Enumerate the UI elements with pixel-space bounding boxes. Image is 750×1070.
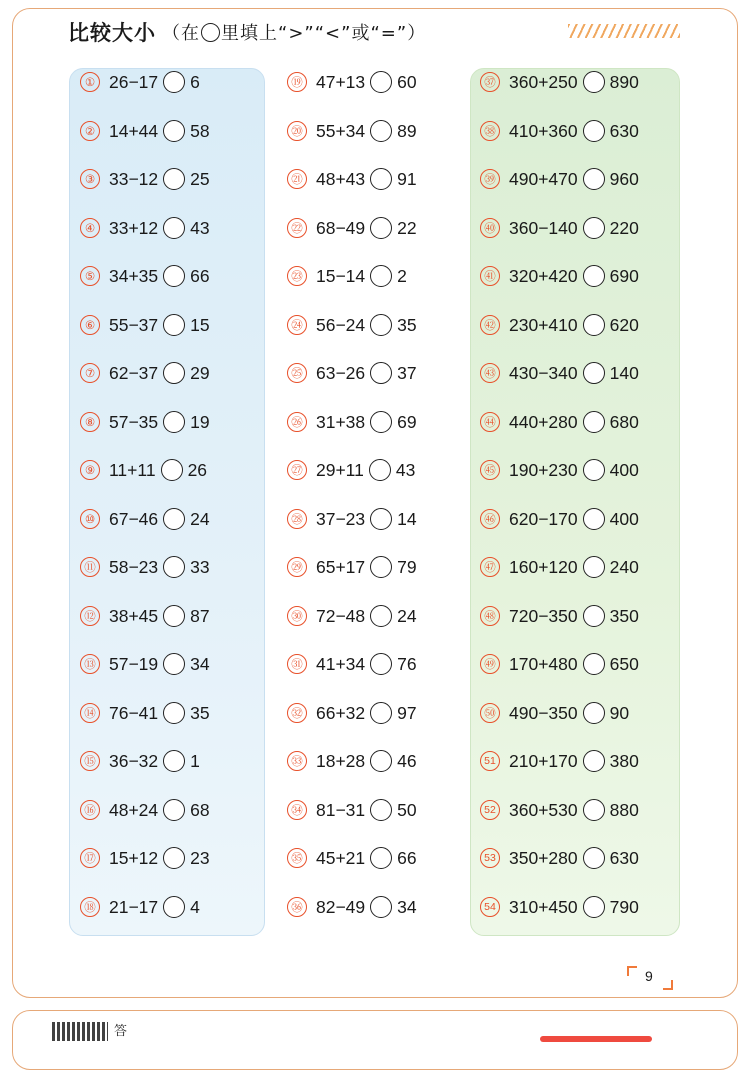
problem-number: ⑪ — [80, 557, 100, 577]
answer-circle[interactable] — [163, 265, 185, 287]
problem-number: ⑫ — [80, 606, 100, 626]
problem-number: ㊿ — [480, 703, 500, 723]
problem-expression: 58−23 — [109, 556, 159, 577]
corner-bracket-icon — [627, 966, 637, 976]
problem-item — [80, 795, 210, 825]
answer-circle[interactable] — [583, 265, 605, 287]
problem-expression: 48+24 — [109, 799, 159, 820]
answer-circle[interactable] — [583, 799, 605, 821]
problem-expression: 41+34 — [316, 653, 366, 674]
problem-value: 400 — [609, 459, 639, 480]
problem-expression: 67−46 — [109, 508, 159, 529]
answer-circle[interactable] — [163, 653, 185, 675]
problem-expression: 36−32 — [109, 750, 159, 771]
problem-value: 630 — [609, 120, 639, 141]
answer-circle[interactable] — [370, 508, 392, 530]
problem-item — [480, 67, 639, 97]
problem-expression: 81−31 — [316, 799, 366, 820]
problem-expression: 76−41 — [109, 702, 159, 723]
answer-circle[interactable] — [583, 217, 605, 239]
problem-expression: 230+410 — [509, 314, 578, 335]
problem-expression: 82−49 — [316, 896, 366, 917]
problem-value: 43 — [190, 217, 210, 238]
problem-number: ㊽ — [480, 606, 500, 626]
problem-value: 26 — [187, 459, 208, 480]
problem-number: ⑧ — [80, 412, 100, 432]
problem-item — [80, 552, 210, 582]
problem-number: ㉜ — [287, 703, 307, 723]
problem-item — [480, 843, 639, 873]
answer-circle[interactable] — [163, 168, 185, 190]
answer-circle[interactable] — [370, 265, 392, 287]
problem-item — [287, 601, 417, 631]
problem-item — [480, 455, 639, 485]
problem-value: 58 — [190, 120, 210, 141]
problem-number: ㊼ — [480, 557, 500, 577]
problem-value: 33 — [190, 556, 210, 577]
problem-value: 880 — [609, 799, 639, 820]
answer-circle[interactable] — [370, 168, 392, 190]
problem-expression: 15+12 — [109, 847, 159, 868]
problem-item — [80, 649, 210, 679]
problem-number: ㉔ — [287, 315, 307, 335]
problem-item — [287, 164, 417, 194]
problem-item — [480, 116, 639, 146]
problem-item — [287, 407, 417, 437]
problem-value: 690 — [609, 265, 639, 286]
problem-item — [480, 552, 639, 582]
answer-circle[interactable] — [370, 605, 392, 627]
problem-expression: 33−12 — [109, 168, 159, 189]
problem-number: ⑦ — [80, 363, 100, 383]
problem-number: 53 — [480, 848, 500, 868]
problem-value: 240 — [609, 556, 639, 577]
problem-value: 22 — [397, 217, 417, 238]
problem-item — [480, 795, 639, 825]
problem-number: ㊴ — [480, 169, 500, 189]
problem-value: 400 — [609, 508, 639, 529]
problem-expression: 26−17 — [109, 71, 159, 92]
problem-value: 4 — [190, 896, 200, 917]
problem-item — [480, 164, 639, 194]
problem-number: 51 — [480, 751, 500, 771]
answer-circle[interactable] — [370, 217, 392, 239]
problem-expression: 310+450 — [509, 896, 578, 917]
problem-item — [80, 746, 200, 776]
problem-value: 630 — [609, 847, 639, 868]
answer-circle[interactable] — [370, 799, 392, 821]
page-number: 9 — [645, 968, 653, 984]
problem-expression: 45+21 — [316, 847, 366, 868]
problem-expression: 34+35 — [109, 265, 159, 286]
problem-number: ㊱ — [287, 897, 307, 917]
problem-number: ㊹ — [480, 412, 500, 432]
problem-item — [480, 358, 639, 388]
problem-number: ③ — [80, 169, 100, 189]
problem-number: ㉓ — [287, 266, 307, 286]
problem-value: 650 — [609, 653, 639, 674]
problem-item — [480, 407, 639, 437]
problem-expression: 490−350 — [509, 702, 578, 723]
answer-circle[interactable] — [370, 120, 392, 142]
answer-circle[interactable] — [583, 896, 605, 918]
problem-expression: 55−37 — [109, 314, 159, 335]
problem-number: ① — [80, 72, 100, 92]
problem-number: ㊶ — [480, 266, 500, 286]
problem-item — [287, 649, 417, 679]
problem-expression: 57−35 — [109, 411, 159, 432]
answer-circle[interactable] — [583, 314, 605, 336]
answer-circle[interactable] — [370, 750, 392, 772]
problem-value: 380 — [609, 750, 639, 771]
problem-value: 680 — [609, 411, 639, 432]
problem-number: ⑮ — [80, 751, 100, 771]
problem-item — [480, 261, 639, 291]
problem-number: ⑱ — [80, 897, 100, 917]
answer-circle[interactable] — [583, 750, 605, 772]
answer-circle[interactable] — [370, 411, 392, 433]
problem-item — [287, 261, 407, 291]
problem-item — [80, 164, 210, 194]
problem-item — [480, 649, 639, 679]
problem-item — [80, 261, 210, 291]
section-title: 比较大小 — [68, 21, 156, 45]
problem-number: ㊵ — [480, 218, 500, 238]
problem-number: ㊾ — [480, 654, 500, 674]
answer-circle[interactable] — [163, 896, 185, 918]
problem-value: 69 — [397, 411, 417, 432]
problem-number: ㉕ — [287, 363, 307, 383]
problem-number: ⑲ — [287, 72, 307, 92]
answer-circle[interactable] — [583, 508, 605, 530]
problem-item — [480, 746, 639, 776]
problem-expression: 66+32 — [316, 702, 366, 723]
problem-number: ㉛ — [287, 654, 307, 674]
problem-item — [80, 358, 210, 388]
answer-circle[interactable] — [370, 362, 392, 384]
problem-number: ㉘ — [287, 509, 307, 529]
problem-value: 23 — [190, 847, 210, 868]
problem-item — [480, 310, 639, 340]
problem-value: 790 — [609, 896, 639, 917]
answer-circle[interactable] — [370, 653, 392, 675]
problem-value: 14 — [397, 508, 417, 529]
problem-item — [287, 892, 417, 922]
problem-value: 76 — [397, 653, 417, 674]
answer-circle[interactable] — [163, 750, 185, 772]
problem-number: ㉟ — [287, 848, 307, 868]
red-bar — [540, 1036, 652, 1042]
problem-item — [287, 310, 417, 340]
problem-item — [80, 892, 200, 922]
answer-circle[interactable] — [370, 896, 392, 918]
problem-number: ⑬ — [80, 654, 100, 674]
corner-bracket-icon — [663, 980, 673, 990]
problem-item — [287, 746, 417, 776]
problem-item — [480, 213, 639, 243]
problem-number: ⑤ — [80, 266, 100, 286]
problem-expression: 33+12 — [109, 217, 159, 238]
problem-number: ⑩ — [80, 509, 100, 529]
answer-circle[interactable] — [583, 605, 605, 627]
problem-value: 140 — [609, 362, 639, 383]
problem-expression: 57−19 — [109, 653, 159, 674]
problem-expression: 350+280 — [509, 847, 578, 868]
blank-circle-icon — [201, 23, 220, 42]
answer-circle[interactable] — [583, 362, 605, 384]
problem-number: ㉖ — [287, 412, 307, 432]
problem-number: ㊸ — [480, 363, 500, 383]
problem-expression: 68−49 — [316, 217, 366, 238]
problem-value: 1 — [190, 750, 200, 771]
decorative-hatch — [568, 24, 680, 38]
answer-circle[interactable] — [163, 411, 185, 433]
problem-expression: 37−23 — [316, 508, 366, 529]
answer-circle[interactable] — [583, 556, 605, 578]
problem-value: 60 — [397, 71, 417, 92]
problem-value: 89 — [397, 120, 417, 141]
problem-value: 46 — [397, 750, 417, 771]
problem-expression: 360−140 — [509, 217, 578, 238]
problem-value: 620 — [609, 314, 639, 335]
problem-number: ⑳ — [287, 121, 307, 141]
section-header — [68, 14, 426, 50]
problem-value: 66 — [190, 265, 210, 286]
problem-expression: 490+470 — [509, 168, 578, 189]
problem-item — [80, 407, 210, 437]
problem-item — [287, 213, 417, 243]
problem-value: 960 — [609, 168, 639, 189]
problem-item — [287, 795, 417, 825]
answer-circle[interactable] — [583, 702, 605, 724]
problem-expression: 720−350 — [509, 605, 578, 626]
instruction — [162, 19, 426, 45]
problem-expression: 55+34 — [316, 120, 366, 141]
problem-item — [287, 67, 417, 97]
answer-label: 答 — [114, 1024, 128, 1039]
page-number-badge — [627, 966, 677, 990]
problem-item — [80, 310, 210, 340]
problem-value: 91 — [397, 168, 417, 189]
problem-expression: 11+11 — [109, 459, 156, 480]
problem-number: ④ — [80, 218, 100, 238]
problem-number: ㊲ — [480, 72, 500, 92]
problem-expression: 48+43 — [316, 168, 366, 189]
problem-expression: 210+170 — [509, 750, 578, 771]
answer-circle[interactable] — [583, 459, 605, 481]
problem-value: 2 — [397, 265, 407, 286]
answer-circle[interactable] — [369, 459, 391, 481]
problem-number: ⑥ — [80, 315, 100, 335]
answer-circle[interactable] — [583, 411, 605, 433]
problem-value: 29 — [190, 362, 210, 383]
problem-item — [80, 698, 210, 728]
problem-expression: 62−37 — [109, 362, 159, 383]
problem-item — [287, 552, 417, 582]
answer-circle[interactable] — [583, 168, 605, 190]
problem-expression: 29+11 — [316, 459, 364, 480]
answer-circle[interactable] — [163, 847, 185, 869]
problem-expression: 320+420 — [509, 265, 578, 286]
problem-item — [80, 213, 210, 243]
answer-circle[interactable] — [370, 847, 392, 869]
answer-circle[interactable] — [370, 702, 392, 724]
answer-circle[interactable] — [583, 71, 605, 93]
problem-expression: 190+230 — [509, 459, 578, 480]
answer-circle[interactable] — [163, 556, 185, 578]
answer-circle[interactable] — [163, 71, 185, 93]
problem-number: 52 — [480, 800, 500, 820]
problem-value: 24 — [397, 605, 417, 626]
answer-circle[interactable] — [163, 605, 185, 627]
problem-item — [287, 358, 417, 388]
problem-expression: 18+28 — [316, 750, 366, 771]
problem-value: 34 — [190, 653, 210, 674]
problem-number: ㊻ — [480, 509, 500, 529]
problem-item — [287, 455, 415, 485]
problem-number: ㉞ — [287, 800, 307, 820]
problem-item — [287, 504, 417, 534]
problem-number: 54 — [480, 897, 500, 917]
problem-number: ㉒ — [287, 218, 307, 238]
answer-circle[interactable] — [370, 71, 392, 93]
problem-item — [480, 698, 629, 728]
problem-number: ㉑ — [287, 169, 307, 189]
problem-value: 50 — [397, 799, 417, 820]
problem-expression: 47+13 — [316, 71, 366, 92]
problem-item — [80, 504, 210, 534]
problem-value: 97 — [397, 702, 417, 723]
instruction-after: 里填上“>”“<”或“=”） — [221, 23, 427, 44]
problem-number: ⑨ — [80, 460, 100, 480]
answer-circle[interactable] — [163, 120, 185, 142]
answer-circle[interactable] — [583, 653, 605, 675]
answer-circle[interactable] — [370, 314, 392, 336]
problem-item — [80, 67, 200, 97]
problem-expression: 63−26 — [316, 362, 366, 383]
problem-expression: 72−48 — [316, 605, 366, 626]
problem-value: 87 — [190, 605, 210, 626]
problem-value: 890 — [609, 71, 639, 92]
problem-expression: 65+17 — [316, 556, 366, 577]
problem-value: 79 — [397, 556, 417, 577]
problem-value: 19 — [190, 411, 210, 432]
problem-expression: 31+38 — [316, 411, 366, 432]
problem-item — [480, 892, 639, 922]
problem-number: ㉚ — [287, 606, 307, 626]
answer-circle[interactable] — [163, 508, 185, 530]
problem-number: ㊳ — [480, 121, 500, 141]
problem-number: ㉙ — [287, 557, 307, 577]
problem-expression: 56−24 — [316, 314, 366, 335]
instruction-before: （在 — [162, 23, 200, 44]
qr-code-icon[interactable] — [52, 1022, 108, 1041]
problem-number: ⑯ — [80, 800, 100, 820]
problem-expression: 15−14 — [316, 265, 366, 286]
problem-value: 90 — [609, 702, 630, 723]
problem-expression: 410+360 — [509, 120, 578, 141]
problem-number: ㉗ — [287, 460, 307, 480]
problem-item — [287, 698, 417, 728]
problem-value: 37 — [397, 362, 417, 383]
problem-expression: 360+530 — [509, 799, 578, 820]
problem-item — [80, 843, 210, 873]
problem-expression: 170+480 — [509, 653, 578, 674]
problem-value: 43 — [395, 459, 416, 480]
problem-item — [480, 504, 639, 534]
problem-value: 34 — [397, 896, 417, 917]
problem-value: 35 — [190, 702, 210, 723]
problem-value: 350 — [609, 605, 639, 626]
problem-value: 24 — [190, 508, 210, 529]
problem-number: ⑰ — [80, 848, 100, 868]
problem-expression: 160+120 — [509, 556, 578, 577]
problem-value: 68 — [190, 799, 210, 820]
problem-expression: 430−340 — [509, 362, 578, 383]
problem-value: 66 — [397, 847, 417, 868]
problem-item — [80, 455, 207, 485]
problem-value: 6 — [190, 71, 200, 92]
problem-expression: 14+44 — [109, 120, 159, 141]
answer-circle[interactable] — [163, 799, 185, 821]
problem-item — [287, 116, 417, 146]
answer-circle[interactable] — [583, 847, 605, 869]
problem-expression: 360+250 — [509, 71, 578, 92]
problem-value: 35 — [397, 314, 417, 335]
problem-expression: 38+45 — [109, 605, 159, 626]
answer-circle[interactable] — [163, 702, 185, 724]
problem-item — [480, 601, 639, 631]
problem-number: ㉝ — [287, 751, 307, 771]
problem-item — [287, 843, 417, 873]
answer-circle[interactable] — [163, 314, 185, 336]
problem-number: ㊺ — [480, 460, 500, 480]
answer-circle[interactable] — [163, 362, 185, 384]
answer-circle[interactable] — [161, 459, 183, 481]
problem-expression: 620−170 — [509, 508, 578, 529]
answer-circle[interactable] — [583, 120, 605, 142]
problem-number: ⑭ — [80, 703, 100, 723]
problem-value: 15 — [190, 314, 210, 335]
problem-number: ㊷ — [480, 315, 500, 335]
problem-value: 220 — [609, 217, 639, 238]
problem-expression: 440+280 — [509, 411, 578, 432]
problem-item — [80, 601, 210, 631]
problem-expression: 21−17 — [109, 896, 159, 917]
problem-item — [80, 116, 210, 146]
problem-number: ② — [80, 121, 100, 141]
answer-circle[interactable] — [370, 556, 392, 578]
answer-circle[interactable] — [163, 217, 185, 239]
problem-value: 25 — [190, 168, 210, 189]
